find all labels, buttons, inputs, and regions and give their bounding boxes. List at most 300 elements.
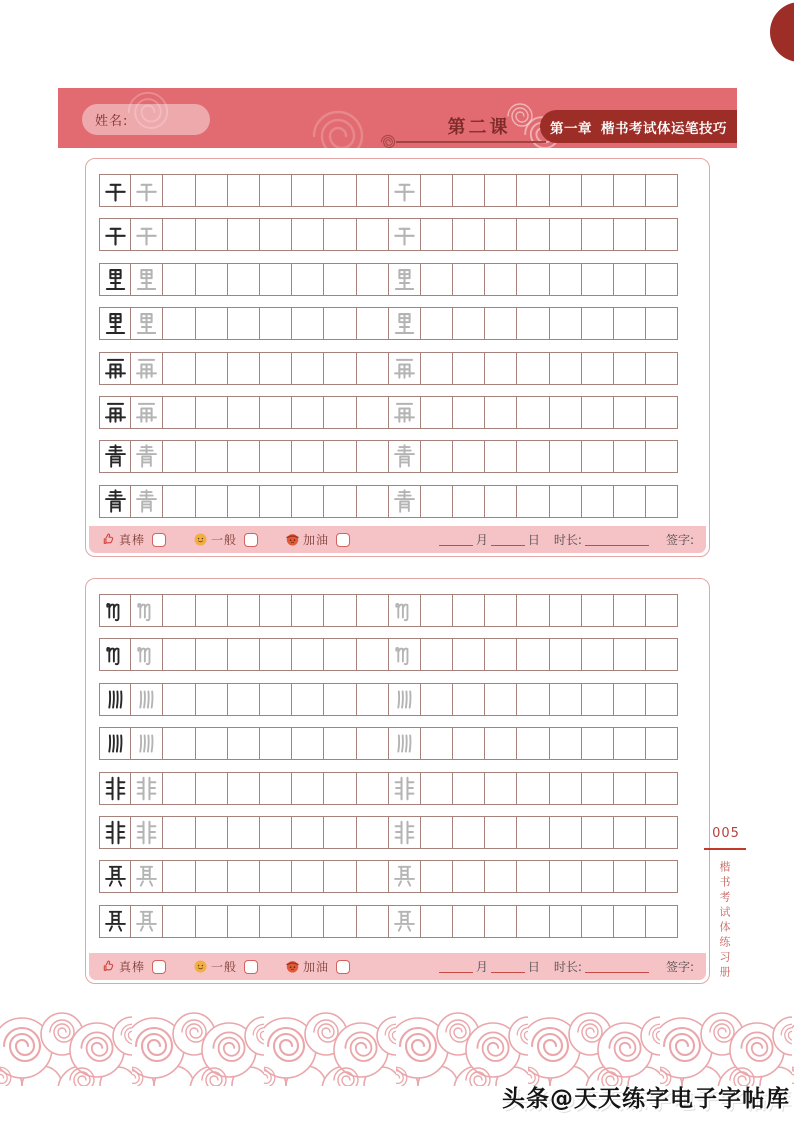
practice-cell[interactable]: [646, 860, 678, 893]
practice-cell[interactable]: [614, 440, 646, 473]
practice-cell[interactable]: [517, 727, 549, 760]
practice-cell[interactable]: [292, 440, 324, 473]
practice-cell[interactable]: [453, 218, 485, 251]
practice-cell[interactable]: [550, 860, 582, 893]
practice-cell[interactable]: [292, 772, 324, 805]
practice-cell[interactable]: [357, 905, 389, 938]
practice-cell[interactable]: [131, 683, 163, 716]
practice-cell[interactable]: [196, 307, 228, 340]
practice-cell[interactable]: [550, 905, 582, 938]
practice-cell[interactable]: [453, 594, 485, 627]
practice-cell[interactable]: [260, 683, 292, 716]
practice-cell[interactable]: [485, 396, 517, 429]
practice-cell[interactable]: [228, 307, 260, 340]
practice-cell[interactable]: [357, 860, 389, 893]
practice-cell[interactable]: [550, 174, 582, 207]
practice-cell[interactable]: [453, 307, 485, 340]
practice-cell[interactable]: [389, 905, 421, 938]
practice-cell[interactable]: [550, 772, 582, 805]
practice-cell[interactable]: [389, 352, 421, 385]
practice-cell[interactable]: [324, 352, 356, 385]
practice-cell[interactable]: [99, 440, 131, 473]
practice-cell[interactable]: [196, 860, 228, 893]
practice-cell[interactable]: [324, 263, 356, 296]
practice-cell[interactable]: [324, 307, 356, 340]
practice-cell[interactable]: [389, 263, 421, 296]
practice-cell[interactable]: [228, 860, 260, 893]
practice-cell[interactable]: [292, 396, 324, 429]
practice-cell[interactable]: [453, 860, 485, 893]
practice-cell[interactable]: [614, 683, 646, 716]
practice-cell[interactable]: [357, 683, 389, 716]
practice-cell[interactable]: [550, 218, 582, 251]
practice-cell[interactable]: [453, 396, 485, 429]
practice-cell[interactable]: [292, 860, 324, 893]
practice-cell[interactable]: [646, 352, 678, 385]
practice-cell[interactable]: [485, 594, 517, 627]
practice-cell[interactable]: [163, 772, 195, 805]
practice-cell[interactable]: [550, 683, 582, 716]
practice-cell[interactable]: [163, 727, 195, 760]
practice-cell[interactable]: [646, 905, 678, 938]
practice-cell[interactable]: [292, 683, 324, 716]
practice-cell[interactable]: [517, 307, 549, 340]
practice-cell[interactable]: [550, 594, 582, 627]
practice-cell[interactable]: [550, 816, 582, 849]
practice-cell[interactable]: [582, 307, 614, 340]
practice-cell[interactable]: [614, 174, 646, 207]
practice-cell[interactable]: [389, 860, 421, 893]
practice-cell[interactable]: [324, 816, 356, 849]
practice-cell[interactable]: [421, 727, 453, 760]
practice-cell[interactable]: [453, 485, 485, 518]
practice-cell[interactable]: [485, 772, 517, 805]
practice-cell[interactable]: [357, 816, 389, 849]
practice-cell[interactable]: [163, 218, 195, 251]
practice-cell[interactable]: [421, 174, 453, 207]
practice-cell[interactable]: [389, 218, 421, 251]
practice-cell[interactable]: [260, 638, 292, 671]
practice-cell[interactable]: [485, 218, 517, 251]
practice-cell[interactable]: [582, 440, 614, 473]
practice-cell[interactable]: [517, 905, 549, 938]
practice-cell[interactable]: [163, 307, 195, 340]
practice-cell[interactable]: [228, 816, 260, 849]
practice-cell[interactable]: [582, 727, 614, 760]
practice-cell[interactable]: [582, 594, 614, 627]
practice-cell[interactable]: [550, 307, 582, 340]
practice-cell[interactable]: [196, 485, 228, 518]
practice-cell[interactable]: [357, 174, 389, 207]
practice-cell[interactable]: [99, 396, 131, 429]
practice-cell[interactable]: [163, 860, 195, 893]
practice-cell[interactable]: [324, 594, 356, 627]
practice-cell[interactable]: [485, 638, 517, 671]
practice-cell[interactable]: [389, 772, 421, 805]
practice-cell[interactable]: [646, 485, 678, 518]
practice-cell[interactable]: [453, 638, 485, 671]
practice-cell[interactable]: [389, 594, 421, 627]
practice-cell[interactable]: [99, 860, 131, 893]
practice-cell[interactable]: [357, 638, 389, 671]
practice-cell[interactable]: [421, 263, 453, 296]
practice-cell[interactable]: [292, 218, 324, 251]
practice-cell[interactable]: [260, 440, 292, 473]
practice-cell[interactable]: [421, 352, 453, 385]
practice-cell[interactable]: [260, 727, 292, 760]
practice-cell[interactable]: [646, 440, 678, 473]
month-blank[interactable]: [439, 960, 473, 973]
practice-cell[interactable]: [357, 263, 389, 296]
rating-checkbox-great[interactable]: [152, 533, 166, 547]
practice-cell[interactable]: [324, 727, 356, 760]
practice-cell[interactable]: [260, 263, 292, 296]
practice-cell[interactable]: [292, 816, 324, 849]
practice-cell[interactable]: [324, 860, 356, 893]
practice-cell[interactable]: [196, 263, 228, 296]
practice-cell[interactable]: [517, 683, 549, 716]
practice-cell[interactable]: [292, 485, 324, 518]
practice-cell[interactable]: [131, 860, 163, 893]
practice-cell[interactable]: [260, 860, 292, 893]
practice-cell[interactable]: [453, 816, 485, 849]
practice-cell[interactable]: [99, 352, 131, 385]
practice-cell[interactable]: [517, 218, 549, 251]
practice-cell[interactable]: [614, 905, 646, 938]
practice-cell[interactable]: [196, 594, 228, 627]
practice-cell[interactable]: [485, 485, 517, 518]
practice-cell[interactable]: [389, 307, 421, 340]
practice-cell[interactable]: [131, 816, 163, 849]
practice-cell[interactable]: [99, 218, 131, 251]
practice-cell[interactable]: [614, 816, 646, 849]
practice-cell[interactable]: [99, 816, 131, 849]
practice-cell[interactable]: [517, 352, 549, 385]
name-input-area[interactable]: [128, 104, 210, 135]
practice-cell[interactable]: [421, 396, 453, 429]
practice-cell[interactable]: [228, 727, 260, 760]
practice-cell[interactable]: [228, 905, 260, 938]
practice-cell[interactable]: [421, 683, 453, 716]
practice-cell[interactable]: [453, 772, 485, 805]
practice-cell[interactable]: [485, 816, 517, 849]
practice-cell[interactable]: [646, 174, 678, 207]
practice-cell[interactable]: [485, 727, 517, 760]
practice-cell[interactable]: [324, 174, 356, 207]
practice-cell[interactable]: [99, 263, 131, 296]
practice-cell[interactable]: [517, 816, 549, 849]
practice-cell[interactable]: [228, 396, 260, 429]
practice-cell[interactable]: [389, 440, 421, 473]
practice-cell[interactable]: [99, 594, 131, 627]
practice-cell[interactable]: [582, 396, 614, 429]
practice-cell[interactable]: [646, 772, 678, 805]
practice-cell[interactable]: [646, 683, 678, 716]
rating-checkbox-effort[interactable]: [336, 533, 350, 547]
practice-cell[interactable]: [163, 174, 195, 207]
practice-cell[interactable]: [453, 352, 485, 385]
practice-cell[interactable]: [389, 816, 421, 849]
practice-cell[interactable]: [228, 683, 260, 716]
practice-cell[interactable]: [357, 485, 389, 518]
practice-cell[interactable]: [485, 440, 517, 473]
month-blank[interactable]: [439, 533, 473, 546]
practice-cell[interactable]: [453, 683, 485, 716]
practice-cell[interactable]: [517, 174, 549, 207]
practice-cell[interactable]: [196, 638, 228, 671]
practice-cell[interactable]: [260, 396, 292, 429]
practice-cell[interactable]: [260, 594, 292, 627]
practice-cell[interactable]: [131, 594, 163, 627]
practice-cell[interactable]: [614, 594, 646, 627]
practice-cell[interactable]: [163, 638, 195, 671]
practice-cell[interactable]: [389, 638, 421, 671]
practice-cell[interactable]: [228, 772, 260, 805]
practice-cell[interactable]: [196, 905, 228, 938]
practice-cell[interactable]: [99, 683, 131, 716]
practice-cell[interactable]: [99, 638, 131, 671]
practice-cell[interactable]: [324, 218, 356, 251]
day-blank[interactable]: [491, 960, 525, 973]
practice-cell[interactable]: [421, 440, 453, 473]
practice-cell[interactable]: [196, 727, 228, 760]
practice-cell[interactable]: [646, 218, 678, 251]
practice-cell[interactable]: [517, 638, 549, 671]
practice-cell[interactable]: [582, 263, 614, 296]
practice-cell[interactable]: [131, 396, 163, 429]
practice-cell[interactable]: [131, 772, 163, 805]
practice-cell[interactable]: [421, 816, 453, 849]
practice-cell[interactable]: [163, 683, 195, 716]
day-blank[interactable]: [491, 533, 525, 546]
practice-cell[interactable]: [324, 485, 356, 518]
practice-cell[interactable]: [228, 485, 260, 518]
practice-cell[interactable]: [196, 772, 228, 805]
practice-cell[interactable]: [292, 727, 324, 760]
practice-cell[interactable]: [357, 218, 389, 251]
practice-cell[interactable]: [260, 905, 292, 938]
practice-cell[interactable]: [614, 307, 646, 340]
practice-cell[interactable]: [99, 905, 131, 938]
practice-cell[interactable]: [228, 174, 260, 207]
practice-cell[interactable]: [453, 263, 485, 296]
practice-cell[interactable]: [421, 860, 453, 893]
practice-cell[interactable]: [196, 352, 228, 385]
practice-cell[interactable]: [99, 307, 131, 340]
practice-cell[interactable]: [485, 174, 517, 207]
practice-cell[interactable]: [292, 352, 324, 385]
practice-cell[interactable]: [163, 263, 195, 296]
practice-cell[interactable]: [292, 638, 324, 671]
rating-checkbox-average[interactable]: [244, 533, 258, 547]
practice-cell[interactable]: [292, 594, 324, 627]
practice-cell[interactable]: [131, 307, 163, 340]
practice-cell[interactable]: [421, 905, 453, 938]
practice-cell[interactable]: [485, 905, 517, 938]
practice-cell[interactable]: [389, 174, 421, 207]
practice-cell[interactable]: [614, 396, 646, 429]
practice-cell[interactable]: [614, 727, 646, 760]
practice-cell[interactable]: [517, 440, 549, 473]
rating-checkbox-average[interactable]: [244, 960, 258, 974]
practice-cell[interactable]: [517, 772, 549, 805]
practice-cell[interactable]: [163, 594, 195, 627]
practice-cell[interactable]: [485, 263, 517, 296]
practice-cell[interactable]: [99, 727, 131, 760]
practice-cell[interactable]: [260, 218, 292, 251]
practice-cell[interactable]: [582, 905, 614, 938]
practice-cell[interactable]: [517, 860, 549, 893]
practice-cell[interactable]: [324, 905, 356, 938]
practice-cell[interactable]: [389, 485, 421, 518]
practice-cell[interactable]: [260, 816, 292, 849]
practice-cell[interactable]: [228, 263, 260, 296]
practice-cell[interactable]: [357, 772, 389, 805]
rating-checkbox-effort[interactable]: [336, 960, 350, 974]
practice-cell[interactable]: [357, 396, 389, 429]
duration-blank[interactable]: [585, 533, 649, 546]
practice-cell[interactable]: [131, 905, 163, 938]
practice-cell[interactable]: [163, 905, 195, 938]
practice-cell[interactable]: [228, 440, 260, 473]
practice-cell[interactable]: [421, 594, 453, 627]
practice-cell[interactable]: [614, 352, 646, 385]
practice-cell[interactable]: [614, 218, 646, 251]
practice-cell[interactable]: [582, 860, 614, 893]
practice-cell[interactable]: [131, 638, 163, 671]
practice-cell[interactable]: [324, 440, 356, 473]
practice-cell[interactable]: [582, 218, 614, 251]
practice-cell[interactable]: [131, 218, 163, 251]
practice-cell[interactable]: [163, 440, 195, 473]
practice-cell[interactable]: [324, 772, 356, 805]
practice-cell[interactable]: [260, 307, 292, 340]
practice-cell[interactable]: [389, 727, 421, 760]
practice-cell[interactable]: [646, 594, 678, 627]
rating-checkbox-great[interactable]: [152, 960, 166, 974]
practice-cell[interactable]: [131, 727, 163, 760]
practice-cell[interactable]: [517, 594, 549, 627]
practice-cell[interactable]: [324, 683, 356, 716]
practice-cell[interactable]: [389, 683, 421, 716]
practice-cell[interactable]: [163, 816, 195, 849]
practice-cell[interactable]: [421, 638, 453, 671]
practice-cell[interactable]: [196, 683, 228, 716]
practice-cell[interactable]: [292, 263, 324, 296]
duration-blank[interactable]: [585, 960, 649, 973]
practice-cell[interactable]: [196, 218, 228, 251]
practice-cell[interactable]: [582, 485, 614, 518]
practice-cell[interactable]: [582, 772, 614, 805]
practice-cell[interactable]: [582, 174, 614, 207]
practice-cell[interactable]: [646, 396, 678, 429]
practice-cell[interactable]: [357, 352, 389, 385]
practice-cell[interactable]: [550, 440, 582, 473]
practice-cell[interactable]: [550, 638, 582, 671]
practice-cell[interactable]: [324, 638, 356, 671]
practice-cell[interactable]: [646, 816, 678, 849]
practice-cell[interactable]: [517, 485, 549, 518]
practice-cell[interactable]: [485, 860, 517, 893]
practice-cell[interactable]: [163, 352, 195, 385]
practice-cell[interactable]: [228, 352, 260, 385]
practice-cell[interactable]: [228, 638, 260, 671]
practice-cell[interactable]: [582, 816, 614, 849]
practice-cell[interactable]: [485, 307, 517, 340]
practice-cell[interactable]: [196, 174, 228, 207]
practice-cell[interactable]: [453, 440, 485, 473]
practice-cell[interactable]: [260, 772, 292, 805]
practice-cell[interactable]: [582, 638, 614, 671]
practice-cell[interactable]: [550, 727, 582, 760]
practice-cell[interactable]: [324, 396, 356, 429]
practice-cell[interactable]: [614, 638, 646, 671]
practice-cell[interactable]: [582, 683, 614, 716]
practice-cell[interactable]: [292, 174, 324, 207]
practice-cell[interactable]: [99, 485, 131, 518]
practice-cell[interactable]: [228, 218, 260, 251]
practice-cell[interactable]: [389, 396, 421, 429]
practice-cell[interactable]: [614, 772, 646, 805]
practice-cell[interactable]: [131, 263, 163, 296]
practice-cell[interactable]: [260, 485, 292, 518]
practice-cell[interactable]: [163, 396, 195, 429]
practice-cell[interactable]: [421, 218, 453, 251]
practice-cell[interactable]: [646, 727, 678, 760]
practice-cell[interactable]: [421, 772, 453, 805]
practice-cell[interactable]: [131, 352, 163, 385]
practice-cell[interactable]: [357, 440, 389, 473]
practice-cell[interactable]: [99, 174, 131, 207]
practice-cell[interactable]: [550, 485, 582, 518]
practice-cell[interactable]: [550, 263, 582, 296]
practice-cell[interactable]: [228, 594, 260, 627]
practice-cell[interactable]: [196, 440, 228, 473]
practice-cell[interactable]: [485, 683, 517, 716]
practice-cell[interactable]: [357, 594, 389, 627]
practice-cell[interactable]: [453, 727, 485, 760]
practice-cell[interactable]: [614, 860, 646, 893]
practice-cell[interactable]: [357, 307, 389, 340]
practice-cell[interactable]: [131, 440, 163, 473]
practice-cell[interactable]: [131, 485, 163, 518]
practice-cell[interactable]: [421, 307, 453, 340]
practice-cell[interactable]: [453, 905, 485, 938]
practice-cell[interactable]: [646, 638, 678, 671]
practice-cell[interactable]: [357, 727, 389, 760]
practice-cell[interactable]: [550, 352, 582, 385]
practice-cell[interactable]: [485, 352, 517, 385]
practice-cell[interactable]: [260, 174, 292, 207]
practice-cell[interactable]: [260, 352, 292, 385]
practice-cell[interactable]: [614, 485, 646, 518]
practice-cell[interactable]: [517, 263, 549, 296]
practice-cell[interactable]: [614, 263, 646, 296]
practice-cell[interactable]: [421, 485, 453, 518]
practice-cell[interactable]: [292, 307, 324, 340]
practice-cell[interactable]: [646, 307, 678, 340]
practice-cell[interactable]: [131, 174, 163, 207]
practice-cell[interactable]: [517, 396, 549, 429]
practice-cell[interactable]: [163, 485, 195, 518]
practice-cell[interactable]: [550, 396, 582, 429]
practice-cell[interactable]: [292, 905, 324, 938]
practice-cell[interactable]: [196, 396, 228, 429]
practice-cell[interactable]: [453, 174, 485, 207]
practice-cell[interactable]: [646, 263, 678, 296]
practice-cell[interactable]: [582, 352, 614, 385]
practice-cell[interactable]: [196, 816, 228, 849]
